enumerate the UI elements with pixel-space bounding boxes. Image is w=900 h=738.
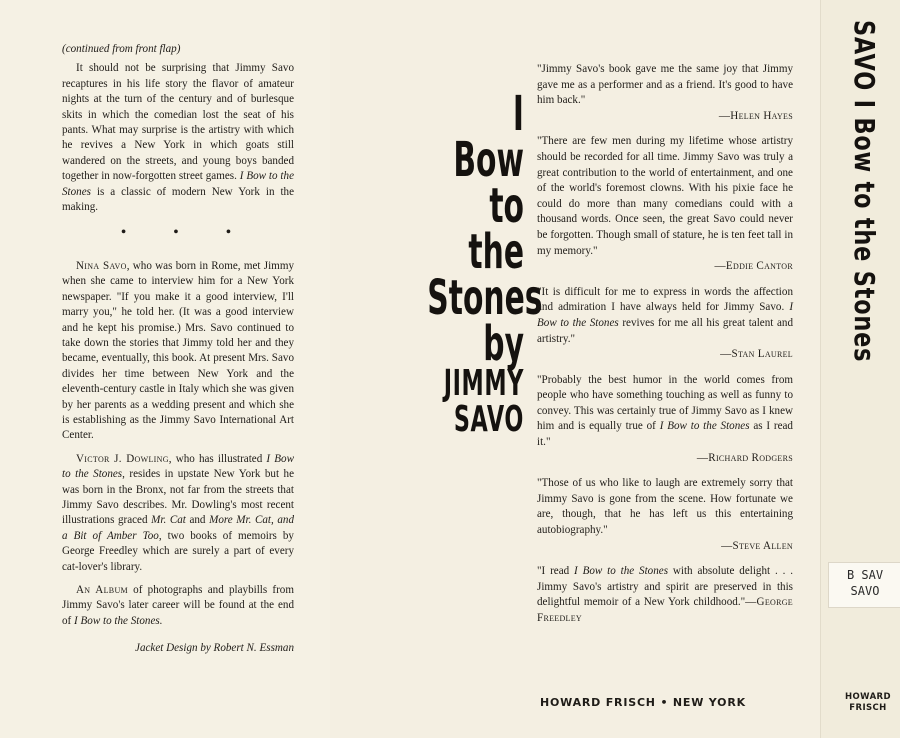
illustrator-name: Victor J. Dowling [76, 452, 169, 465]
author-last: SAVO [453, 399, 524, 440]
flap-p1-end: is a classic of modern New York in the making. [62, 185, 294, 214]
quote-laurel [537, 285, 793, 363]
quote-book-title: I Bow to the Stones [659, 420, 750, 433]
quote-text: "There are few men during my lifetime whose artistry should be recorded for all time. Jimmy Savo was truly a great contribution to the world of entertainment, and one of the world's foremost clowns. With his pixie face he could do more than many comedians could with a thousand words. Once seen, the great Savo could never be forgotten. Though small of stature, he is ten feet tall in my memory." [537, 135, 793, 257]
testimonials [537, 62, 793, 637]
flap-paragraph-3 [62, 452, 294, 575]
title-word-by: by [483, 316, 524, 372]
flap-p3-b: , resides in upstate New York but he was born in the Bronx, not far from the streets that Jimmy Savo describes. Mr. Dowling's most recent illustrations graced [62, 468, 294, 527]
flap-p1-text: It should not be surprising that Jimmy Savo recaptures in his life story the flavor of amateur nights at the turn of the century and of burlesque skits in which the comedian lost the seat of his pants. What may surprise is the artistry with which he revives a New York in which goats still wandered on the streets, and young boys banded together in now-forgotten street games. [62, 62, 294, 183]
library-call-label [828, 562, 900, 608]
flap-paragraph-4 [62, 583, 294, 629]
quote-rodgers [537, 373, 793, 467]
spine-title [848, 20, 881, 448]
spine-pub-line-1: HOWARD [845, 692, 891, 702]
quote-text-b: revives for me all his great talent and artistry." [537, 316, 793, 345]
quote-text-a: "Probably the best humor in the world comes from people who have something touching as well as funny to convey. This was certainly true of Jimmy Savo as I knew him and is equally true of [537, 373, 793, 433]
quote-text-b: with absolute delight . . . Jimmy Savo's artistry and spirit are preserved in this delightful memoir of a New York childhood." [537, 565, 793, 609]
title-word-to: to [489, 178, 524, 234]
author-name: Nina Savo [76, 259, 127, 272]
continued-note: (continued from front flap) [62, 43, 181, 55]
quote-allen [537, 476, 793, 554]
flap-p4-title: I Bow to the Stones. [74, 614, 163, 627]
title-word-i: I [512, 86, 524, 142]
quote-freedley [537, 564, 793, 626]
author-first: JIMMY [443, 363, 524, 404]
flap-p3-and: and [189, 514, 206, 527]
title-word-bow: Bow [453, 132, 524, 188]
call-number-line-2: SAVO [850, 584, 880, 598]
quote-text-a: "I read [537, 565, 570, 578]
spine-pub-line-2: FRISCH [849, 703, 887, 713]
quote-book-title: I Bow to the Stones [574, 565, 669, 578]
flap-p3-book1: Mr. Cat [151, 514, 186, 527]
flap-p4-text: of photographs and playbills from Jimmy Savo's later career will be found at the end of [62, 584, 294, 627]
flap-paragraph-2 [62, 259, 294, 444]
call-number-line-1: B SAV [846, 568, 884, 582]
quote-book-title: I Bow to the Stones [537, 301, 794, 329]
quote-attribution: —Helen Hayes [718, 109, 793, 122]
jacket-credit: Jacket Design by Robert N. Essman [135, 642, 294, 655]
quote-attribution: —Eddie Cantor [714, 260, 793, 273]
section-dots: • • • [121, 225, 253, 241]
quote-text [537, 373, 793, 451]
flap-p1-title: I Bow to the Stones [62, 170, 294, 198]
spine-title-text: SAVO I Bow to the Stones [848, 20, 881, 363]
flap-p3-title: I Bow to the Stones [62, 452, 294, 481]
quote-attribution: —George Freedley [537, 596, 793, 624]
quote-text-a: "It is difficult for me to express in words the affection and admiration I have always held for Jimmy Savo. [537, 285, 793, 314]
quote-attribution: —Stan Laurel [720, 348, 793, 361]
quote-text: "Jimmy Savo's book gave me the same joy that Jimmy gave me as a performer and as a friend. It's good to have him back." [537, 63, 793, 107]
quote-attribution: —Steve Allen [721, 539, 793, 552]
back-flap [0, 0, 330, 738]
flap-p3-a: , who has illustrated [168, 452, 263, 465]
quote-text-b: as I read it." [537, 420, 793, 449]
quote-text [537, 564, 793, 626]
quote-attribution: —Richard Rodgers [696, 451, 793, 464]
flap-p3-book2: More Mr. Cat, and a Bit of Amber Too [62, 514, 294, 542]
quote-cantor [537, 134, 793, 274]
flap-p3-c: , two books of memoirs by George Freedley which are surely a part of every cat-lover's library. [62, 529, 294, 573]
flap-paragraph-1 [62, 61, 294, 215]
quote-text: "Those of us who like to laugh are extremely sorry that Jimmy Savo is gone from the scene. How fortunate we are, though, that he has left us this entertaining autobiography." [537, 477, 793, 537]
title-word-the: the [468, 224, 524, 280]
quote-text [537, 285, 793, 347]
flap-p2-text: , who was born in Rome, met Jimmy when she came to interview him for a New York newspaper. "If you make it a good interview, I'll marry you," he told her. (It was a good interview and he kept his promise.) Mrs. Savo continued to take down the stories that Jimmy told her and they became, eventually, this book. At present Mrs. Savo divides her time between New York and the eleventh-century castle in Italy which she was given by her parents as a wedding present and which she is establishing as the Jimmy Savo International Art Center. [62, 259, 294, 442]
album-lead: An Album [76, 584, 128, 596]
flap-text-column [62, 42, 294, 665]
title-word-stones: Stones [427, 270, 543, 326]
stacked-title [368, 86, 543, 440]
publisher-imprint: HOWARD FRISCH • NEW YORK [540, 696, 746, 709]
quote-hayes [537, 62, 793, 124]
spine-publisher [838, 692, 898, 714]
